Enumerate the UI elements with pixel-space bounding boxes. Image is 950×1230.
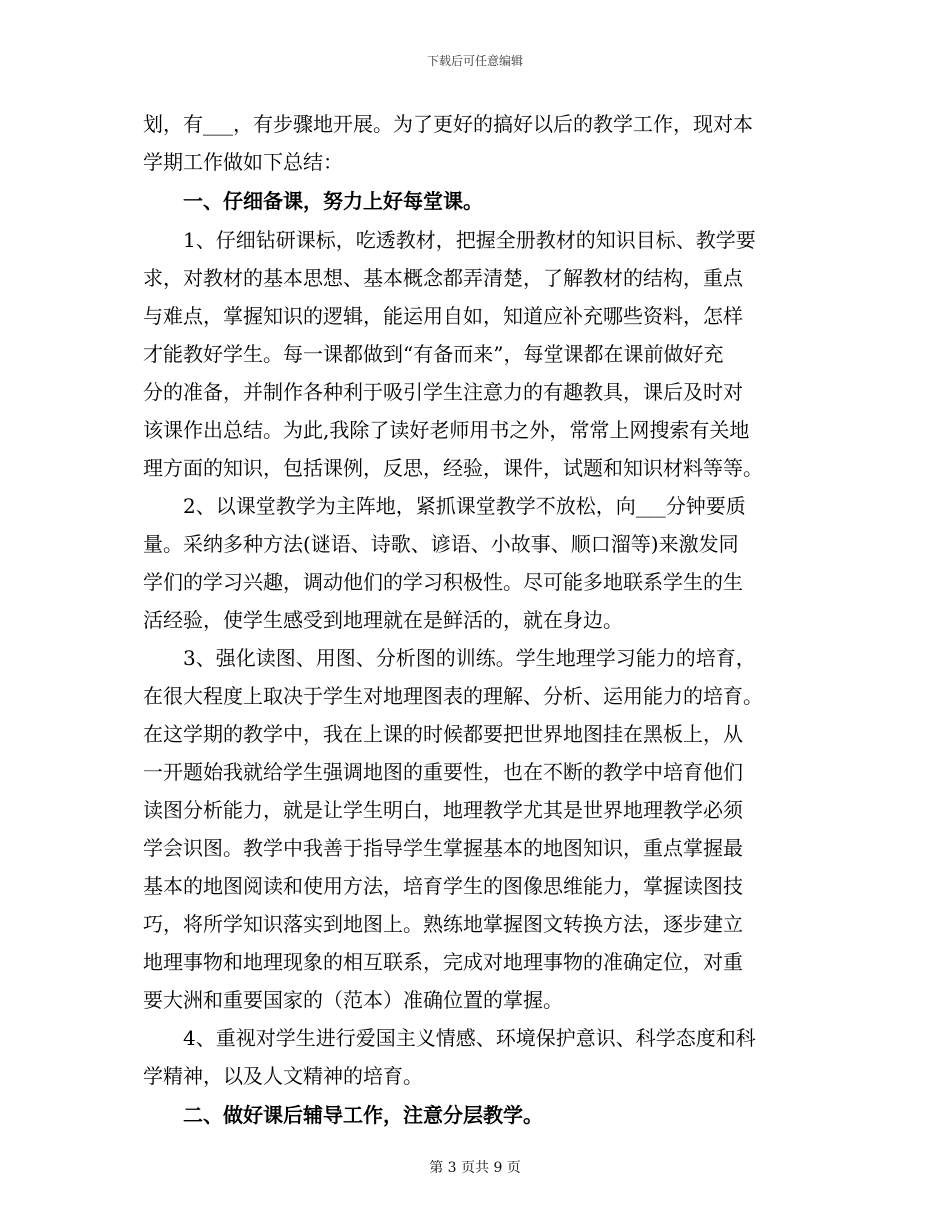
body-text-line: 才能教好学生。每一课都做到“有备而来”，每堂课都在课前做好充 — [143, 342, 724, 366]
body-text-line: 活经验，使学生感受到地理就在是鲜活的，就在身边。 — [143, 608, 623, 632]
document-body — [143, 105, 805, 1135]
body-text-line: 学们的学习兴趣，调动他们的学习积极性。尽可能多地联系学生的生 — [143, 570, 743, 594]
page-footer: 第 3 页共 9 页 — [429, 1160, 521, 1176]
body-text-line: 一开题始我就给学生强调地图的重要性，也在不断的教学中培育他们 — [143, 760, 743, 784]
body-text-line: 1、仔细钻研课标，吃透教材，把握全册教材的知识目标、教学要 — [183, 228, 756, 252]
body-text-line: 2、以课堂教学为主阵地，紧抓课堂教学不放松，向___分钟要质 — [183, 494, 746, 518]
body-text-line: 基本的地图阅读和使用方法，培育学生的图像思维能力，掌握读图技 — [143, 874, 743, 898]
body-text-line: 在这学期的教学中，我在上课的时候都要把世界地图挂在黑板上，从 — [143, 722, 743, 746]
body-text-line: 3、强化读图、用图、分析图的训练。学生地理学习能力的培育， — [183, 646, 756, 670]
body-text-line: 要大洲和重要国家的（范本）准确位置的掌握。 — [143, 988, 563, 1012]
body-text-line: 读图分析能力，就是让学生明白，地理教学尤其是世界地理教学必须 — [143, 798, 743, 822]
body-text-line: 求，对教材的基本思想、基本概念都弄清楚，了解教材的结构，重点 — [143, 266, 743, 290]
body-text-line: 分的准备，并制作各种利于吸引学生注意力的有趣教具，课后及时对 — [143, 380, 743, 404]
body-text-line: 量。采纳多种方法(谜语、诗歌、谚语、小故事、顺口溜等)来激发同 — [143, 532, 739, 556]
body-text-line: 在很大程度上取决于学生对地理图表的理解、分析、运用能力的培育。 — [143, 684, 763, 708]
body-text-line: 学精神，以及人文精神的培育。 — [143, 1064, 423, 1088]
section-heading: 二、做好课后辅导工作，注意分层教学。 — [183, 1103, 543, 1127]
body-text-line: 4、重视对学生进行爱国主义情感、环境保护意识、科学态度和科 — [183, 1026, 756, 1050]
body-text-line: 与难点，掌握知识的逻辑，能运用自如，知道应补充哪些资料，怎样 — [143, 304, 743, 328]
body-text-line: 理方面的知识，包括课例，反思，经验，课件，试题和知识材料等等。 — [143, 456, 763, 480]
body-text-line: 巧，将所学知识落实到地图上。熟练地掌握图文转换方法，逐步建立 — [143, 912, 743, 936]
section-heading: 一、仔细备课，努力上好每堂课。 — [183, 189, 483, 213]
body-text-line: 划，有___，有步骤地开展。为了更好的搞好以后的教学工作，现对本 — [143, 112, 753, 136]
body-text-line: 该课作出总结。为此,我除了读好老师用书之外，常常上网搜索有关地 — [143, 418, 750, 442]
body-text-line: 学会识图。教学中我善于指导学生掌握基本的地图知识，重点掌握最 — [143, 836, 743, 860]
body-text-line: 地理事物和地理现象的相互联系，完成对地理事物的准确定位，对重 — [143, 950, 743, 974]
body-text-line: 学期工作做如下总结： — [143, 150, 343, 174]
page-header: 下载后可任意编辑 — [426, 54, 523, 68]
